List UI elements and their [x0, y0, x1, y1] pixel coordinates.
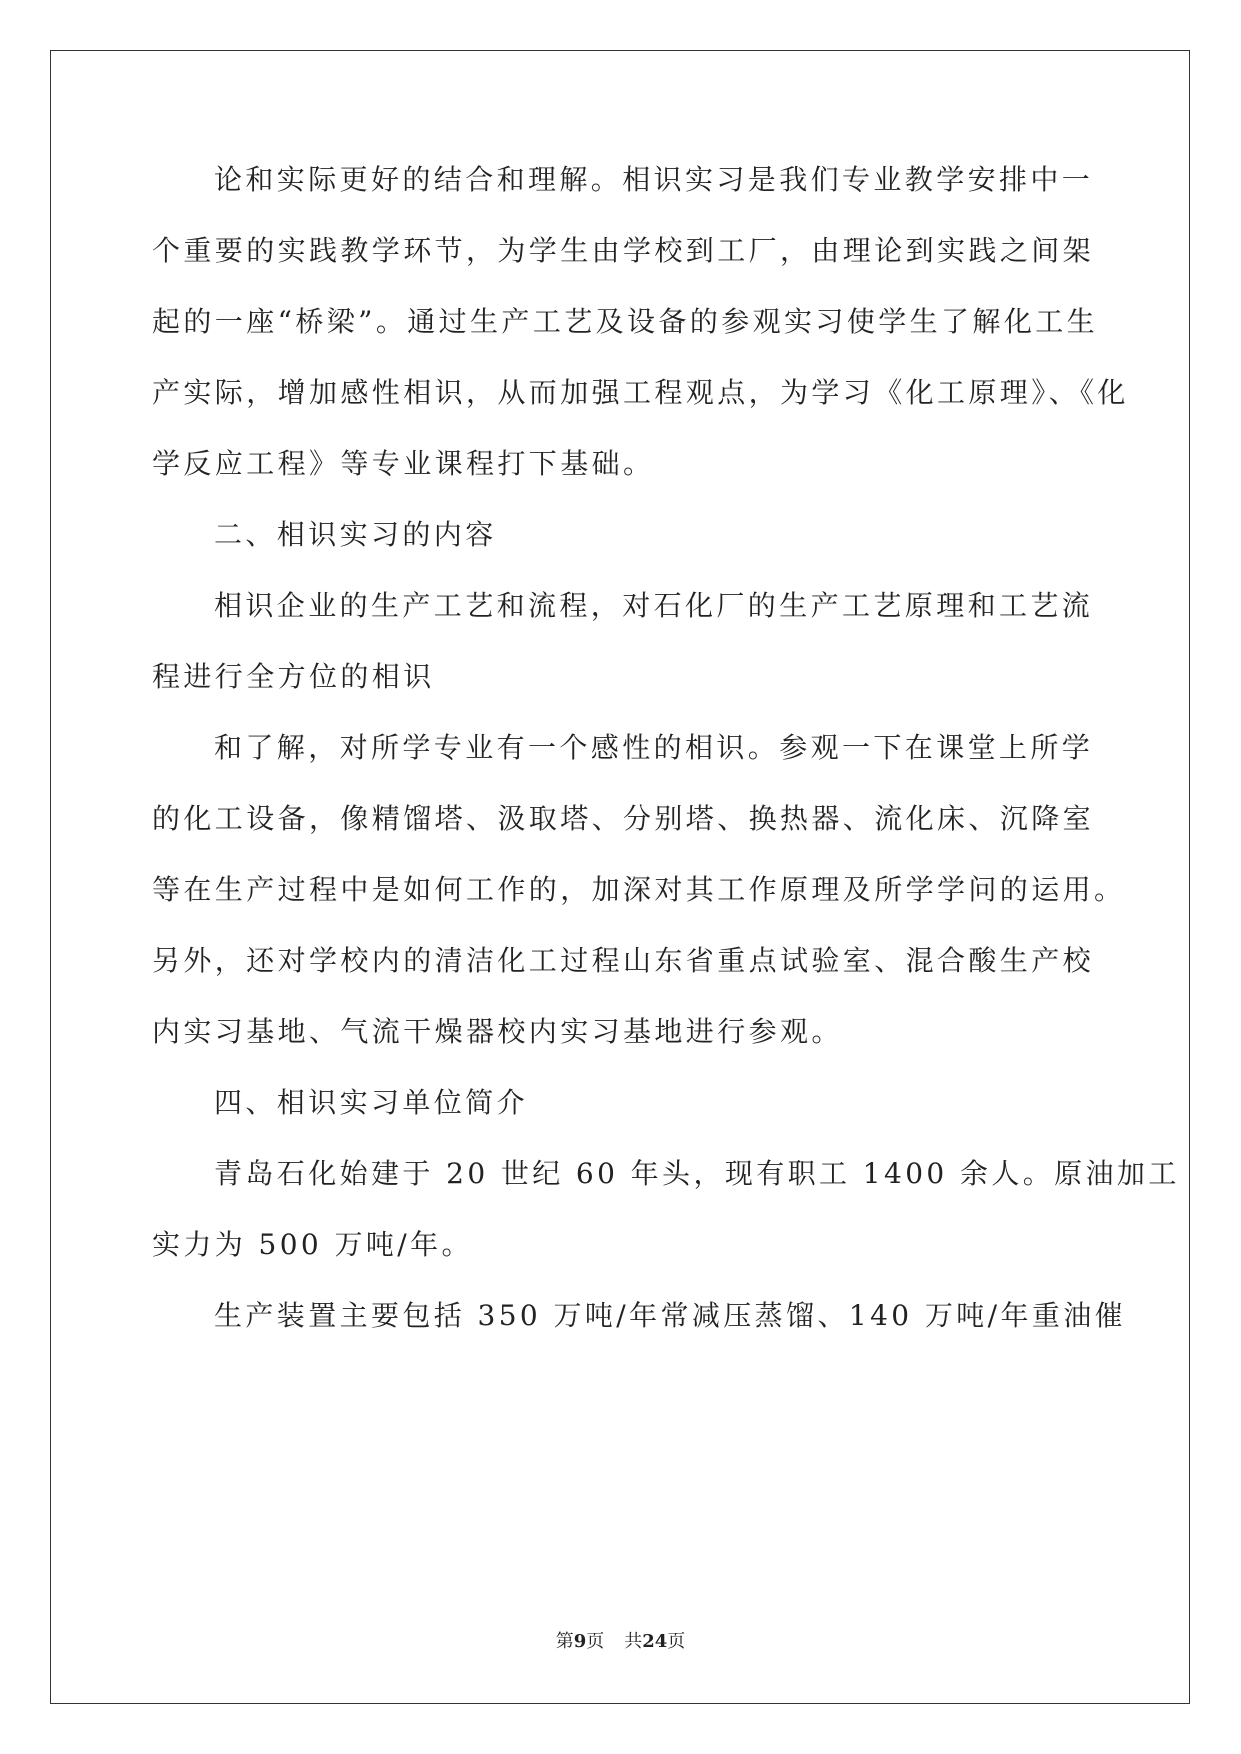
text-line: 起的一座“桥梁”。通过生产工艺及设备的参观实习使学生了解化工生 — [152, 305, 1099, 338]
text-line: 实力为 500 万吨/年。 — [152, 1228, 473, 1261]
total-pages: 24 — [642, 1631, 668, 1652]
section-heading: 二、相识实习的内容 — [214, 518, 497, 551]
text-line: 的化工设备，像精馏塔、汲取塔、分别塔、换热器、流化床、沉降室 — [152, 802, 1095, 835]
text-line: 另外，还对学校内的清洁化工过程山东省重点试验室、混合酸生产校 — [152, 944, 1095, 977]
page-footer — [0, 1630, 1241, 1654]
footer-total-prefix: 共 — [624, 1631, 643, 1652]
text-line: 产实际，增加感性相识，从而加强工程观点，为学习《化工原理》、《化 — [152, 376, 1129, 409]
text-line: 和了解，对所学专业有一个感性的相识。参观一下在课堂上所学 — [214, 731, 1094, 764]
text-line: 内实习基地、气流干燥器校内实习基地进行参观。 — [152, 1015, 843, 1048]
page-number: 9 — [573, 1631, 587, 1652]
footer-prefix: 第 — [555, 1631, 574, 1652]
footer-page-suffix: 页 — [586, 1631, 605, 1652]
section-heading: 四、相识实习单位简介 — [214, 1086, 529, 1119]
text-line: 学反应工程》等专业课程打下基础。 — [152, 447, 655, 480]
text-line: 青岛石化始建于 20 世纪 60 年头，现有职工 1400 余人。原油加工 — [214, 1157, 1180, 1190]
text-line: 相识企业的生产工艺和流程，对石化厂的生产工艺原理和工艺流 — [214, 589, 1094, 622]
text-line: 论和实际更好的结合和理解。相识实习是我们专业教学安排中一 — [214, 163, 1094, 196]
text-line: 生产装置主要包括 350 万吨/年常减压蒸馏、140 万吨/年重油催 — [214, 1299, 1127, 1332]
text-line: 程进行全方位的相识 — [152, 660, 435, 693]
text-line: 个重要的实践教学环节，为学生由学校到工厂，由理论到实践之间架 — [152, 234, 1095, 267]
footer-total-suffix: 页 — [667, 1631, 686, 1652]
text-line: 等在生产过程中是如何工作的，加深对其工作原理及所学学问的运用。 — [152, 873, 1126, 906]
